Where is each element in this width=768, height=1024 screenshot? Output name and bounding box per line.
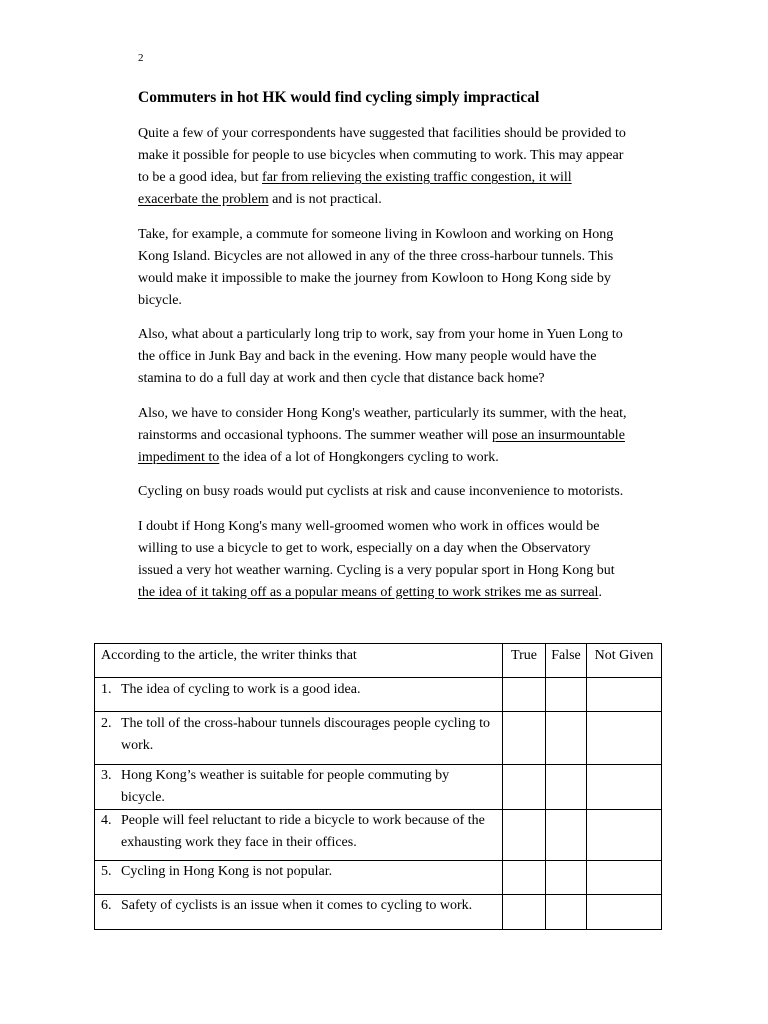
article-body	[138, 123, 628, 616]
paragraph-4-underlined: pose an insurmountable impediment to	[138, 427, 625, 465]
answer-not-given-cell[interactable]	[587, 895, 662, 930]
paragraph-2: Take, for example, a commute for someone living in Kowloon and working on Hong Kong Island. Bicycles are not allowed in any of the three cross-harbour tunnels. This would make it impossible to make the journey from Kowloon to Hong Kong side by bicycle.	[138, 226, 614, 308]
statement-cell	[95, 810, 503, 861]
answer-false-cell[interactable]	[546, 810, 587, 861]
answer-not-given-cell[interactable]	[587, 765, 662, 810]
table-row	[95, 895, 662, 930]
answer-false-cell[interactable]	[546, 765, 587, 810]
paragraph-6-end: .	[598, 584, 602, 600]
answer-false-cell[interactable]	[546, 712, 587, 765]
statement-number: 4.	[101, 813, 112, 828]
statement-cell	[95, 765, 503, 810]
statement-text: Safety of cyclists is an issue when it comes to cycling to work.	[121, 898, 473, 913]
table-row	[95, 765, 662, 810]
false-column-header: False	[546, 644, 587, 678]
paragraph-6-underlined: the idea of it taking off as a popular means of getting to work strikes me as surreal	[138, 584, 599, 600]
paragraph-1-end: and is not practical.	[268, 192, 382, 207]
answer-not-given-cell[interactable]	[587, 678, 662, 712]
paragraph-1-underlined: far from relieving the existing traffic congestion, it will exacerbate the problem	[138, 170, 572, 207]
statement-text: The idea of cycling to work is a good idea.	[121, 682, 361, 697]
table-row	[95, 712, 662, 765]
answer-true-cell[interactable]	[503, 678, 546, 712]
statement-cell	[95, 861, 503, 895]
statement-number: 2.	[101, 716, 112, 731]
answer-not-given-cell[interactable]	[587, 810, 662, 861]
paragraph-6	[138, 516, 628, 604]
paragraph-6-text: I doubt if Hong Kong's many well-groomed women who work in offices would be willing to use a bicycle to get to work, especially on a day when the Observatory issued a very hot weather warning. Cycling is a very popular sport in Hong Kong but	[138, 518, 615, 578]
paragraph-4	[138, 403, 628, 469]
statement-number: 6.	[101, 898, 112, 913]
paragraph-1	[138, 123, 628, 211]
answer-true-cell[interactable]	[503, 895, 546, 930]
article-title: Commuters in hot HK would find cycling simply impractical	[138, 89, 540, 106]
table-header-row	[95, 644, 662, 678]
statement-number: 1.	[101, 682, 112, 697]
statement-number: 5.	[101, 864, 112, 879]
not-given-column-header: Not Given	[587, 644, 662, 678]
table-row	[95, 810, 662, 861]
statement-cell	[95, 678, 503, 712]
paragraph-1-text: Quite a few of your correspondents have suggested that facilities should be provided to make it possible for people to use bicycles when commuting to work. This may appear to be a good idea, but	[138, 126, 626, 185]
answer-true-cell[interactable]	[503, 765, 546, 810]
statement-text: People will feel reluctant to ride a bicycle to work because of the exhausting work they face in their offices.	[121, 813, 485, 850]
paragraph-3: Also, what about a particularly long trip to work, say from your home in Yuen Long to the office in Junk Bay and back in the evening. How many people would have the stamina to do a full day at work and then cycle that distance back home?	[138, 327, 623, 386]
answer-false-cell[interactable]	[546, 861, 587, 895]
statement-text: Hong Kong’s weather is suitable for people commuting by bicycle.	[121, 768, 450, 805]
true-false-table	[94, 643, 662, 930]
answer-true-cell[interactable]	[503, 810, 546, 861]
paragraph-4-end: the idea of a lot of Hongkongers cycling to work.	[219, 449, 499, 465]
answer-false-cell[interactable]	[546, 895, 587, 930]
paragraph-5: Cycling on busy roads would put cyclists at risk and cause inconvenience to motorists.	[138, 484, 624, 499]
table-row	[95, 861, 662, 895]
answer-not-given-cell[interactable]	[587, 712, 662, 765]
table-prompt-cell: According to the article, the writer thinks that	[95, 644, 503, 678]
answer-false-cell[interactable]	[546, 678, 587, 712]
statement-cell	[95, 895, 503, 930]
answer-true-cell[interactable]	[503, 712, 546, 765]
statement-number: 3.	[101, 768, 112, 783]
statement-text: The toll of the cross-habour tunnels discourages people cycling to work.	[121, 716, 490, 753]
answer-not-given-cell[interactable]	[587, 861, 662, 895]
table-row	[95, 678, 662, 712]
page-number: 2	[138, 52, 144, 64]
true-column-header: True	[503, 644, 546, 678]
statement-cell	[95, 712, 503, 765]
answer-true-cell[interactable]	[503, 861, 546, 895]
statement-text: Cycling in Hong Kong is not popular.	[121, 864, 333, 879]
paragraph-4-text: Also, we have to consider Hong Kong's weather, particularly its summer, with the heat, rainstorms and occasional typhoons. The summer weather will	[138, 405, 627, 443]
